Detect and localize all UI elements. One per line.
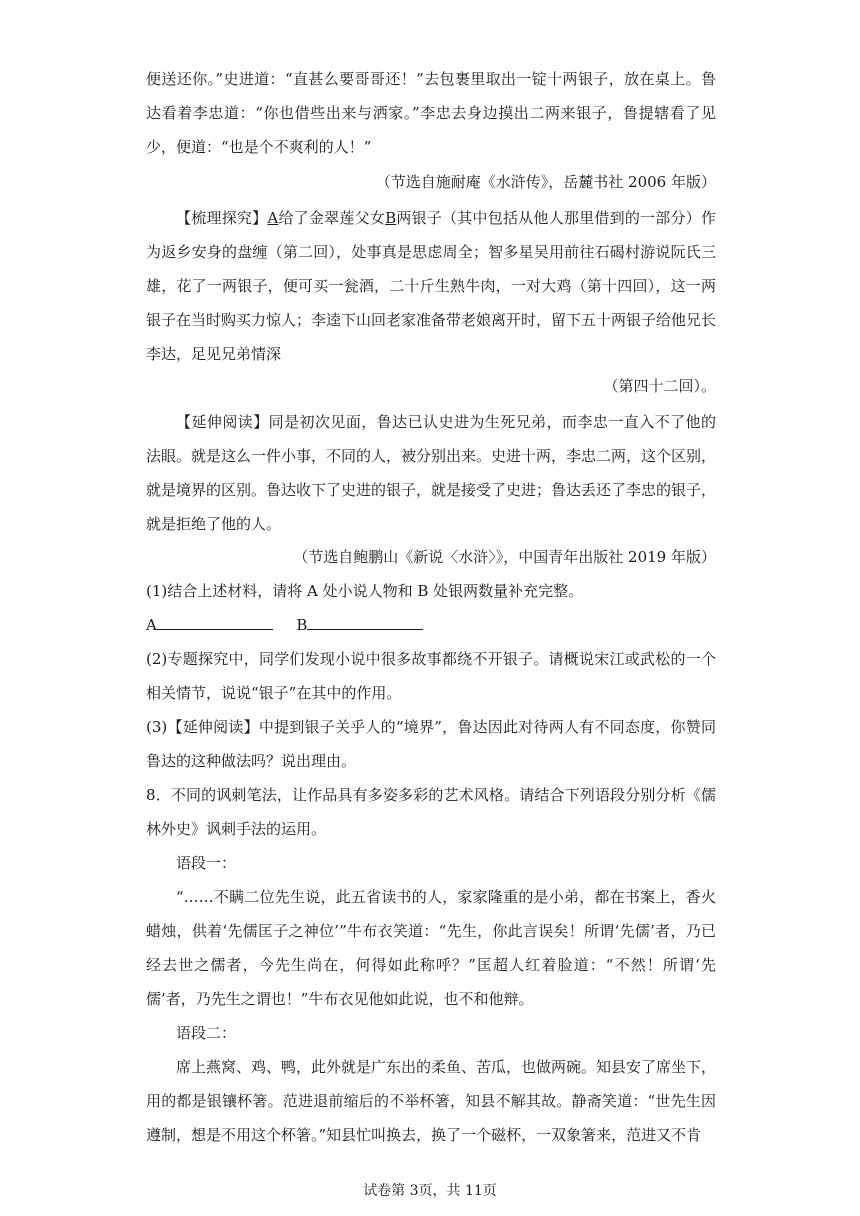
sorting-chapter: （第四十二回）。 (603, 377, 716, 395)
sorting-paragraph (146, 201, 716, 371)
question-3: (3)【延伸阅读】中提到银子关乎人的“境界”，鲁达因此对待两人有不同态度，你赞同鲁达的这种做法吗？说出理由。 (146, 718, 716, 770)
segment-1-label: 语段一： (176, 854, 237, 872)
blank-a-label: A (146, 616, 157, 634)
marker-b: B (385, 209, 397, 227)
page-footer: 试卷第 3页，共 11页 (363, 1183, 497, 1199)
blank-b-label: B (296, 616, 308, 634)
segment-1-text: “……不瞒二位先生说，此五省读书的人，家家隆重的是小弟，都在书案上，香火蜡烛，供着‘先儒匡子之神位’”牛布衣笑道：“先生，你此言误矣！所谓‘先儒’者，乃已经去世之儒者，今先生尚在，何得如此称呼？”匡超人红着脸道：“不然！所谓‘先儒’者，乃先生之谓也！”牛布衣见他如此说，也不和他辩。 (146, 888, 716, 1008)
passage-source: （节选自施耐庵《水浒传》，岳麓书社 2006 年版） (375, 173, 716, 191)
question-1: (1)结合上述材料，请将 A 处小说人物和 B 处银两数量补充完整。 (146, 582, 584, 600)
blank-a-field[interactable] (157, 611, 273, 630)
segment-2-text: 席上燕窝、鸡、鸭，此外就是广东出的柔鱼、苦瓜，也做两碗。知县安了席坐下，用的都是银镶杯箸。范进退前缩后的不举杯箸，知县不解其故。静斋笑道：“世先生因遵制，想是不用这个杯箸。”知县忙叫换去，换了一个磁杯，一双象箸来，范进又不肯 (146, 1058, 717, 1144)
sorting-text-1: 给了金翠莲父女 (278, 209, 386, 227)
question-2: (2)专题探究中，同学们发现小说中很多故事都绕不开银子。请概说宋江或武松的一个相关情节，说说“银子”在其中的作用。 (146, 650, 716, 702)
sorting-label: 【梳理探究】 (176, 209, 268, 227)
blank-b-field[interactable] (307, 611, 423, 630)
extended-paragraph (146, 405, 716, 541)
marker-a: A (267, 209, 279, 227)
sorting-text-2: 两银子（其中包括从他人那里借到的一部分）作为返乡安身的盘缠（第二回），处事真是思虑周全；智多星吴用前往石碣村游说阮氏三雄，花了一两银子，便可买一瓮酒，二十斤生熟牛肉，一对大鸡（第十四回），这一两银子在当时购买力惊人；李逵下山回老家准备带老娘离开时，留下五十两银子给他兄长李达，足见兄弟情深 (146, 209, 717, 363)
question-8-stem: 8．不同的讽刺笔法，让作品具有多姿多彩的艺术风格。请结合下列语段分别分析《儒林外史》讽刺手法的运用。 (146, 786, 716, 838)
extended-source: （节选自鲍鹏山《新说〈水浒〉》，中国青年出版社 2019 年版） (293, 548, 716, 566)
passage-text: 便送还你。”史进道：“直甚么要哥哥还！”去包裹里取出一锭十两银子，放在桌上。鲁达看着李忠道：“你也借些出来与洒家。”李忠去身边摸出二两来银子，鲁提辖看了见少，便道：“也是个不爽利的人！” (146, 70, 716, 156)
extended-text: 同是初次见面，鲁达已认史进为生死兄弟，而李忠一直入不了他的法眼。就是这么一件小事，不同的人，被分别出来。史进十两，李忠二两，这个区别，就是境界的区别。鲁达收下了史进的银子，就是接受了史进；鲁达丢还了李忠的银子，就是拒绝了他的人。 (146, 413, 717, 533)
segment-2-label: 语段二： (176, 1024, 237, 1042)
answer-blanks (146, 608, 716, 642)
extended-label: 【延伸阅读】 (176, 413, 269, 431)
